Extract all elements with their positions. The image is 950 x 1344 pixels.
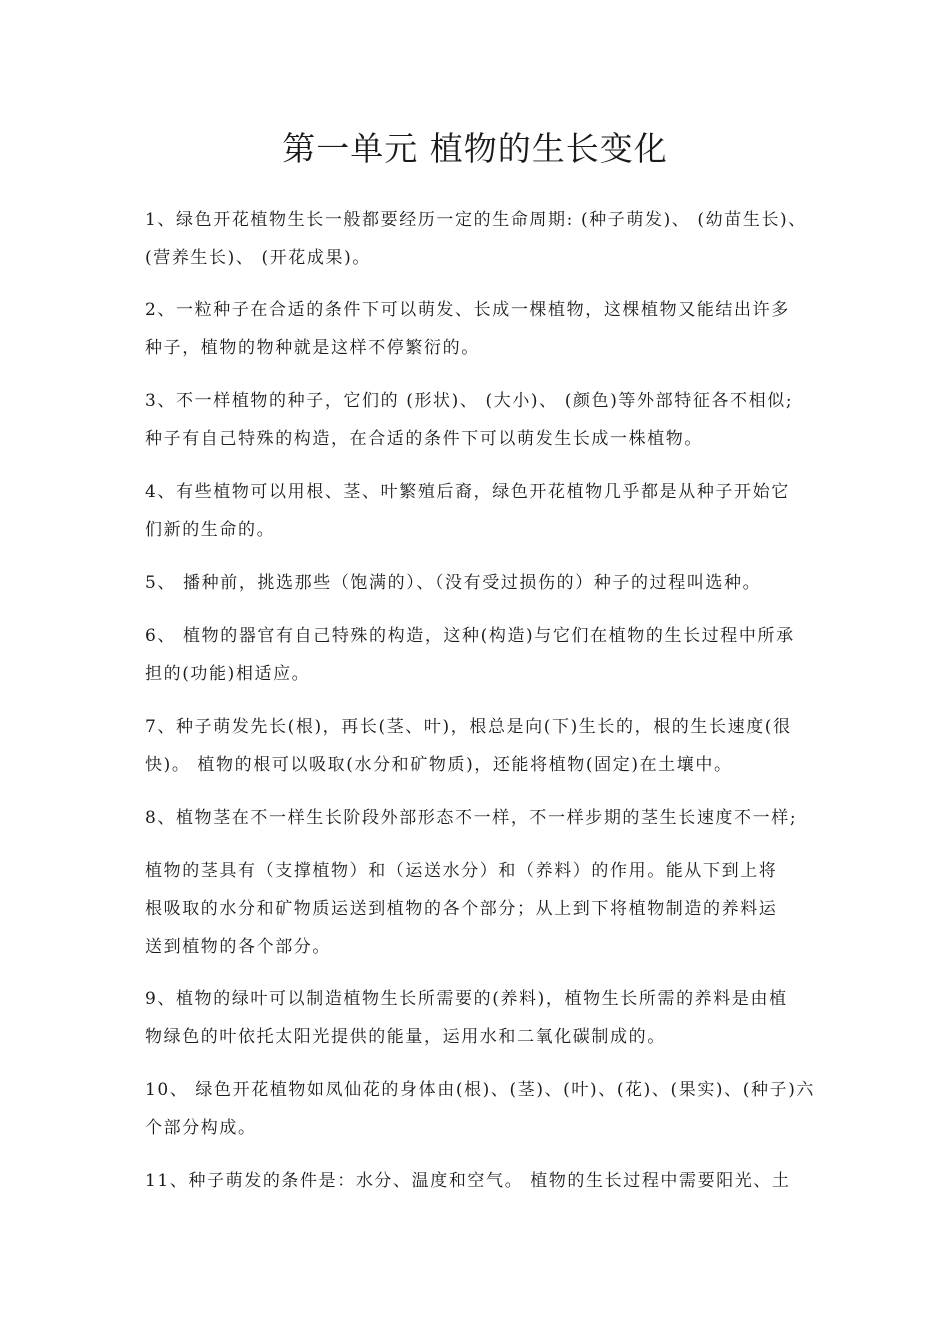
text-line: 种子有自己特殊的构造，在合适的条件下可以萌发生长成一株植物。 <box>145 429 703 449</box>
text-line: 9、植物的绿叶可以制造植物生长所需要的(养料)，植物生长所需的养料是由植 <box>145 989 788 1009</box>
text-line: 11、种子萌发的条件是：水分、温度和空气。 植物的生长过程中需要阳光、土 <box>145 1171 791 1191</box>
text-line: 个部分构成。 <box>145 1118 257 1138</box>
text-line: 种子，植物的物种就是这样不停繁衍的。 <box>145 338 480 358</box>
text-line: 4、有些植物可以用根、茎、叶繁殖后裔，绿色开花植物几乎都是从种子开始它 <box>145 482 790 502</box>
text-line: (营养生长)、 (开花成果)。 <box>145 248 371 268</box>
text-line: 7、种子萌发先长(根)，再长(茎、叶)，根总是向(下)生长的，根的生长速度(很 <box>145 717 792 737</box>
text-line: 们新的生命的。 <box>145 520 276 540</box>
text-line: 2、一粒种子在合适的条件下可以萌发、长成一棵植物，这棵植物又能结出许多 <box>145 300 790 320</box>
text-line: 6、 植物的器官有自己特殊的构造，这种(构造)与它们在植物的生长过程中所承 <box>145 626 795 646</box>
text-line: 送到植物的各个部分。 <box>145 937 331 957</box>
text-line: 担的(功能)相适应。 <box>145 664 311 684</box>
text-line: 5、 播种前，挑选那些（饱满的）、（没有受过损伤的）种子的过程叫选种。 <box>145 573 762 593</box>
text-line: 3、不一样植物的种子，它们的 (形状)、 (大小)、 (颜色)等外部特征各不相似; <box>145 391 794 411</box>
text-line: 10、 绿色开花植物如凤仙花的身体由(根)、(茎)、(叶)、(花)、(果实)、(种子)六 <box>145 1080 816 1100</box>
text-line: 快)。 植物的根可以吸取(水分和矿物质)，还能将植物(固定)在土壤中。 <box>145 755 733 775</box>
text-line: 1、绿色开花植物生长一般都要经历一定的生命周期: (种子萌发)、 (幼苗生长)、 <box>145 210 807 230</box>
text-line: 根吸取的水分和矿物质运送到植物的各个部分；从上到下将植物制造的养料运 <box>145 899 778 919</box>
text-line: 8、植物茎在不一样生长阶段外部形态不一样，不一样步期的茎生长速度不一样; <box>145 808 798 828</box>
text-line: 物绿色的叶依托太阳光提供的能量，运用水和二氧化碳制成的。 <box>145 1027 666 1047</box>
page-title: 第一单元 植物的生长变化 <box>282 129 668 168</box>
text-line: 植物的茎具有（支撑植物）和（运送水分）和（养料）的作用。能从下到上将 <box>145 861 778 881</box>
